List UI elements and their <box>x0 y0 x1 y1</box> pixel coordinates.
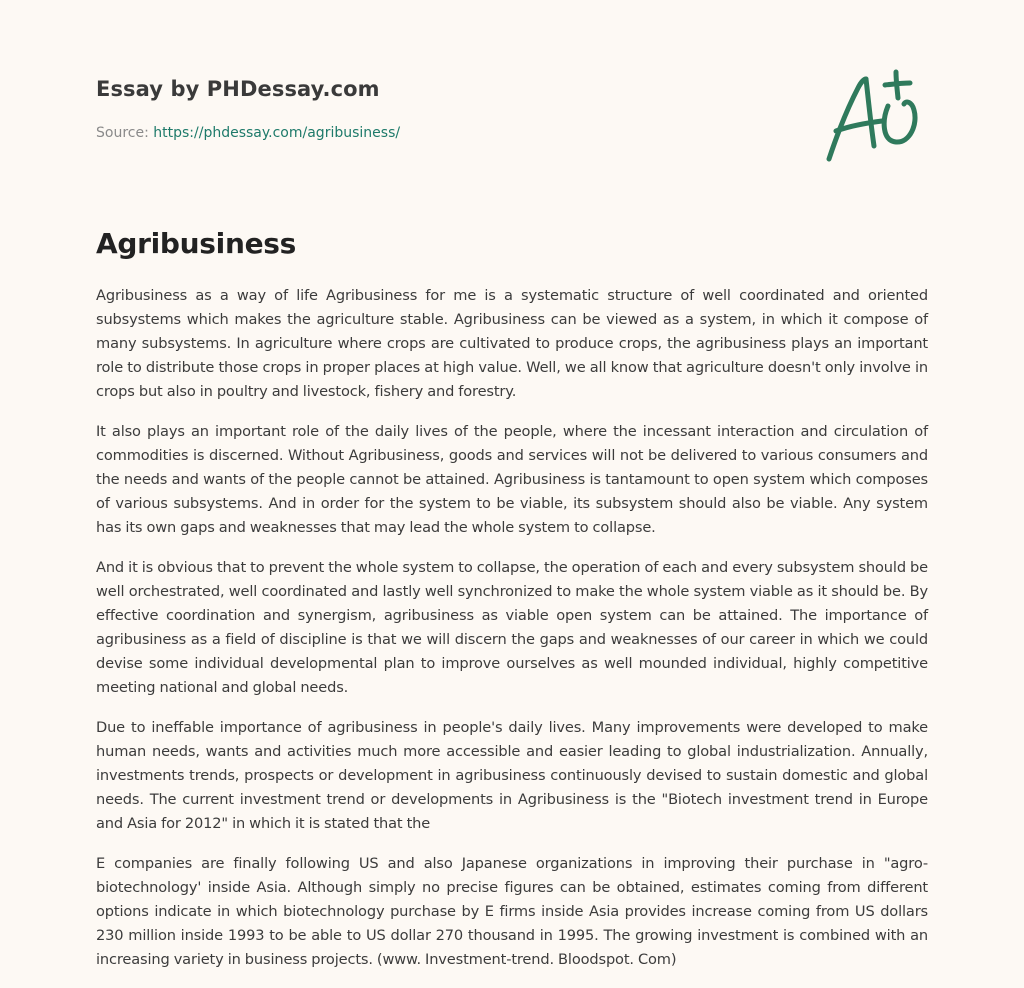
source-line <box>96 123 400 143</box>
a-plus-logo-icon <box>822 66 932 166</box>
source-label: Source: <box>96 125 154 141</box>
essay-title: Agribusiness <box>96 227 297 260</box>
site-header <box>96 74 928 104</box>
essay-paragraph: It also plays an important role of the daily lives of the people, where the incessant interaction and circulation of commodities is discerned. Without Agribusiness, goods and services will not be delivered to various consumers and the needs and wants of the people cannot be attained. Agribusiness is tantamount to open system which composes of various subsystems. And in order for the system to be viable, its subsystem should also be viable. Any system has its own gaps and weaknesses that may lead the whole system to collapse. <box>96 423 928 536</box>
essay-paragraph: Agribusiness as a way of life Agribusiness for me is a systematic structure of well coordinated and oriented subsystems which makes the agriculture stable. Agribusiness can be viewed as a system, in which it compose of many subsystems. In agriculture where crops are cultivated to produce crops, the agribusiness plays an important role to distribute those crops in proper places at high value. Well, we all know that agriculture doesn't only involve in crops but also in poultry and livestock, fishery and forestry. <box>96 287 928 400</box>
essay-paragraph: Due to ineffable importance of agribusiness in people's daily lives. Many improvements were developed to make human needs, wants and activities much more accessible and easier leading to global industrialization. Annually, investments trends, prospects or development in agribusiness continuously devised to sustain domestic and global needs. The current investment trend or developments in Agribusiness is the "Biotech investment trend in Europe and Asia for 2012" in which it is stated that the <box>96 719 928 832</box>
essay-paragraph: And it is obvious that to prevent the whole system to collapse, the operation of each and every subsystem should be well orchestrated, well coordinated and lastly well synchronized to make the whole system viable as it should be. By effective coordination and synergism, agribusiness as viable open system can be attained. The importance of agribusiness as a field of discipline is that we will discern the gaps and weaknesses of our career in which we could devise some individual developmental plan to improve ourselves as well mounded individual, highly competitive meeting national and global needs. <box>96 559 928 696</box>
site-title: Essay by PHDessay.com <box>96 77 380 101</box>
essay-paragraph: E companies are finally following US and also Japanese organizations in improving their purchase in "agro-biotechnology' inside Asia. Although simply no precise figures can be obtained, estimates coming from different options indicate in which biotechnology purchase by E firms inside Asia provides increase coming from US dollars 230 million inside 1993 to be able to US dollar 270 thousand in 1995. The growing investment is combined with an increasing variety in business projects. (www. Investment-trend. Bloodspot. Com) <box>96 855 928 968</box>
source-link[interactable]: https://phdessay.com/agribusiness/ <box>153 125 401 141</box>
essay-body <box>96 284 928 988</box>
